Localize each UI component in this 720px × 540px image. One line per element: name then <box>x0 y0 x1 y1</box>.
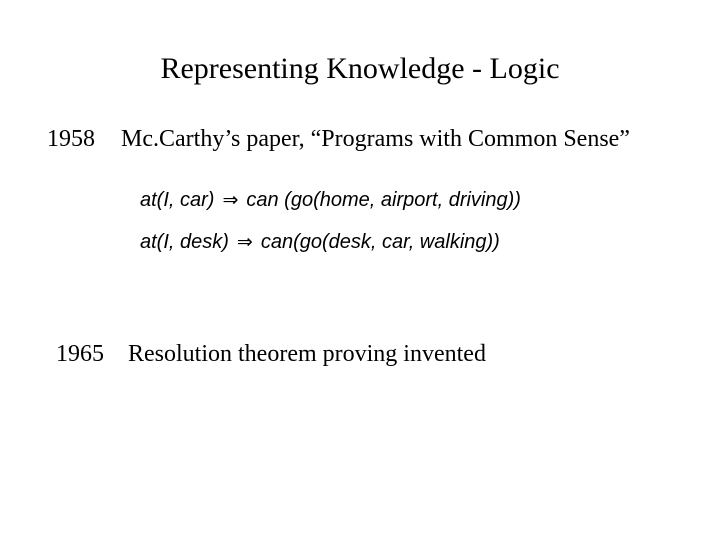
logic-formula-2 <box>140 231 500 254</box>
entry-description: Mc.Carthy’s paper, “Programs with Common Sense” <box>121 126 630 152</box>
formula-lhs: at(I, desk) <box>140 231 229 253</box>
entry-description: Resolution theorem proving invented <box>128 341 486 367</box>
year-label: 1958 <box>47 126 95 152</box>
logic-formula-1 <box>140 189 521 212</box>
implies-symbol: ⇒ <box>236 231 253 253</box>
formula-rhs: can (go(home, airport, driving)) <box>246 189 521 211</box>
timeline-entry-1965 <box>56 341 486 368</box>
implies-symbol: ⇒ <box>222 189 239 211</box>
year-label: 1965 <box>56 341 104 367</box>
timeline-entry-1958 <box>47 126 630 153</box>
slide-title: Representing Knowledge - Logic <box>160 52 560 85</box>
formula-rhs: can(go(desk, car, walking)) <box>260 231 500 253</box>
formula-lhs: at(I, car) <box>140 189 215 211</box>
